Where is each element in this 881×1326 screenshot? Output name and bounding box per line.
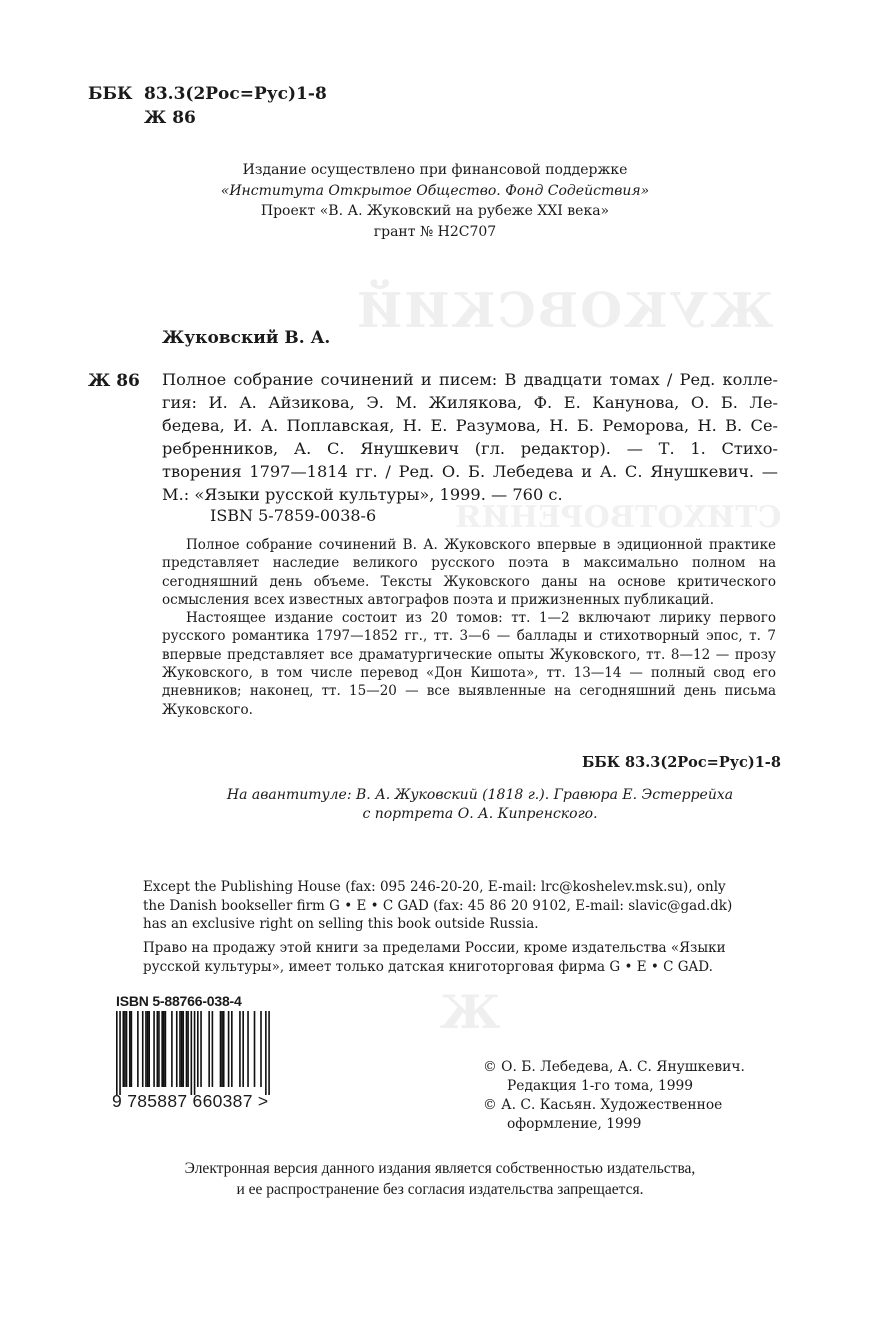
biblio-line-5: творения 1797—1814 гг. / Ред. О. Б. Лебедева и А. С. Янушкевич. — М.: «Языки русской культуры», 1999. — 760 с. (162, 462, 778, 504)
barcode-bar (145, 1011, 147, 1087)
frontispiece-line-2: с портрета О. А. Кипренского. (362, 806, 598, 822)
barcode-bar (129, 1011, 131, 1087)
copyright-line-3: © А. С. Касьян. Художественное (483, 1097, 723, 1113)
barcode-bar (260, 1011, 262, 1087)
barcode-bar (126, 1011, 128, 1087)
barcode-bar (137, 1011, 139, 1087)
export-rights-russian (143, 939, 803, 976)
sponsorship-line-3: Проект «В. А. Жуковский на рубеже XXI века» (260, 203, 610, 219)
copyright-line-2: Редакция 1-го тома, 1999 (507, 1078, 694, 1094)
barcode-bar (265, 1011, 267, 1095)
barcode-bar (116, 1011, 118, 1095)
barcode-bar (182, 1011, 184, 1087)
bbk-classification-top (88, 82, 327, 130)
export-en-line-1: Except the Publishing House (fax: 095 246-20-20, E-mail: lrc@koshelev.msk.su), only (143, 879, 726, 895)
export-ru-line-1: Право на продажу этой книги за пределами России, кроме издательства «Языки (143, 940, 726, 956)
barcode-bar (119, 1011, 121, 1095)
annotation-paragraph-2: Настоящее издание состоит из 20 томов: тт. 1—2 включают лирику первого русского романтика 1797—1852 гг., тт. 3—6 — баллады и стихотворный эпос, т. 7 впервые представляет все драматургические опыты Жуковского, тт. 8—12 — прозу Жуковского, в том числе перевод «Дон Кишота», тт. 13—14 — полный свод его дневников; наконец, тт. 15—20 — все выявленные на сегодняшний день письма Жуковского. (162, 610, 776, 718)
barcode-bar (239, 1011, 241, 1087)
show-through-ghost-title: ЖУКОВСКИЙ (355, 283, 774, 339)
barcode-bar (186, 1011, 188, 1087)
frontispiece-note (150, 786, 810, 824)
export-en-line-3: has an exclusive right on selling this book outside Russia. (143, 916, 539, 932)
electronic-line-1: Электронная версия данного издания является собственностью издательства, (184, 1160, 696, 1177)
barcode-bar (197, 1011, 199, 1087)
annotation-paragraph-1: Полное собрание сочинений В. А. Жуковского впервые в эдиционной практике представляет наследие великого русского поэта в максимально полном на сегодняшний день объеме. Тексты Жуковского даны на основе критического осмысления всех известных автографов поэта и прижизненных публикаций. (162, 537, 776, 608)
sponsorship-notice (160, 160, 710, 242)
barcode-bar (165, 1011, 167, 1087)
sponsorship-line-4: грант № Н2С707 (373, 223, 497, 240)
barcode-bar (268, 1011, 270, 1095)
isbn-barcode (112, 993, 292, 1112)
barcode-bar (148, 1011, 150, 1087)
sponsorship-line-1: Издание осуществлено при финансовой поддержке (242, 162, 628, 178)
biblio-line-1: Полное собрание сочинений и писем: В двадцати томах / Ред. колле- (162, 370, 778, 389)
copyright-line-1: © О. Б. Лебедева, А. С. Янушкевич. (483, 1059, 745, 1075)
bbk-label: ББК (88, 84, 133, 104)
electronic-version-notice (100, 1158, 780, 1200)
barcode-bar (122, 1011, 124, 1087)
barcode-bar (212, 1011, 214, 1087)
barcode-isbn-label: ISBN 5-88766-038-4 (116, 993, 242, 1009)
barcode-bar (187, 1011, 189, 1087)
barcode-bars (112, 1011, 280, 1095)
barcode-bar (191, 1011, 193, 1095)
biblio-line-2: гия: И. А. Айзикова, Э. М. Жилякова, Ф. Е. Канунова, О. Б. Ле- (162, 393, 778, 412)
biblio-line-4: ребренников, А. С. Янушкевич (гл. редактор). — Т. 1. Стихо- (162, 439, 778, 458)
barcode-bar (223, 1011, 225, 1087)
barcode-bar (247, 1011, 249, 1087)
show-through-ghost-emblem: Ж (440, 985, 501, 1039)
barcode-bar (142, 1011, 144, 1087)
barcode-bar (228, 1011, 230, 1087)
bbk-code: 83.3(2Рос=Рус)1-8 (144, 84, 327, 104)
barcode-bar (208, 1011, 210, 1087)
annotation (162, 536, 776, 719)
copyright-block (483, 1058, 745, 1134)
bibliographic-description (162, 368, 778, 506)
barcode-digits: 9 785887 660387 > (112, 1091, 269, 1111)
barcode-bar (157, 1011, 159, 1087)
barcode-bar (221, 1011, 223, 1087)
electronic-line-2: и ее распространение без согласия издательства запрещается. (236, 1181, 644, 1198)
barcode-bar (242, 1011, 244, 1087)
export-rights-english (143, 878, 803, 934)
barcode-bar (194, 1011, 196, 1095)
record-isbn: ISBN 5-7859-0038-6 (210, 506, 377, 525)
barcode-bar (181, 1011, 183, 1087)
author-mark-top: Ж 86 (144, 108, 196, 128)
barcode-bar (231, 1011, 233, 1087)
export-en-line-2: the Danish bookseller firm G • E • C GAD (fax: 45 86 20 9102, E-mail: slavic@gad.dk) (143, 897, 733, 914)
export-ru-line-2: русской культуры», имеет только датская книготорговая фирма G • E • C GAD. (143, 958, 713, 975)
barcode-bar (200, 1011, 202, 1087)
copyright-line-4: оформление, 1999 (507, 1116, 642, 1132)
barcode-bar (147, 1011, 149, 1087)
barcode-bar (220, 1011, 222, 1087)
barcode-bar (163, 1011, 165, 1087)
barcode-bar (161, 1011, 163, 1087)
biblio-line-3: бедева, И. А. Поплавская, Н. Е. Разумова, Н. Б. Реморова, Н. В. Се- (162, 416, 778, 435)
barcode-bar (171, 1011, 173, 1087)
show-through-ghost-subtitle: СТИХОТВОРЕНИЯ (455, 500, 782, 535)
barcode-bar (176, 1011, 178, 1087)
frontispiece-line-1: На авантитуле: В. А. Жуковский (1818 г.). Гравюра Е. Эстеррейха (226, 787, 734, 803)
bbk-classification-right: ББК 83.3(2Рос=Рус)1-8 (582, 754, 781, 771)
barcode-bar (158, 1011, 160, 1087)
sponsorship-line-2: «Института Открытое Общество. Фонд Содействия» (220, 182, 650, 199)
barcode-bar (179, 1011, 181, 1087)
barcode-bar (153, 1011, 155, 1087)
record-author: Жуковский В. А. (162, 328, 331, 348)
record-author-mark: Ж 86 (88, 371, 140, 391)
barcode-bar (254, 1011, 256, 1087)
barcode-bar (124, 1011, 126, 1087)
barcode-bar (131, 1011, 133, 1087)
